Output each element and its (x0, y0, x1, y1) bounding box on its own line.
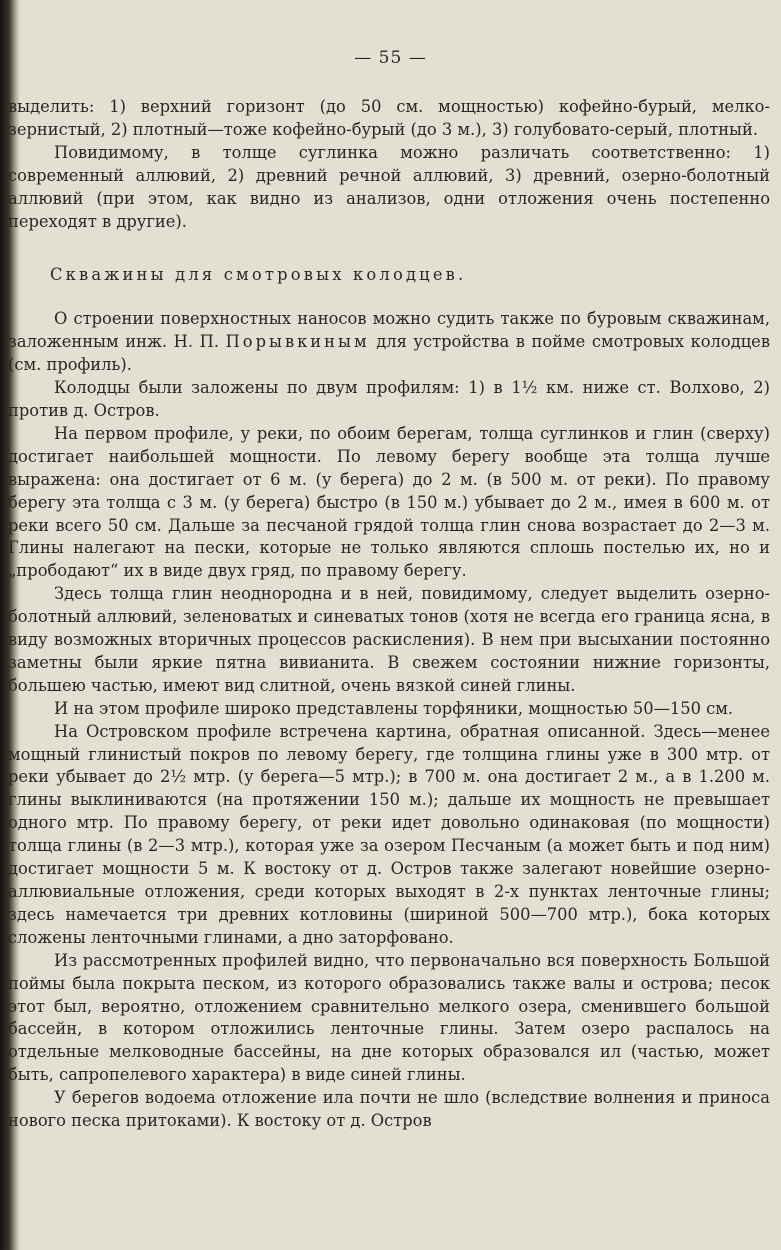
body-text (8, 96, 770, 1133)
paragraph-10: У берегов водоема отложение ила почти не шло (вследствие волнения и приноса нового песка притоками). К востоку от д. Остров (8, 1088, 770, 1131)
paragraph-2: Повидимому, в толще суглинка можно различать соответственно: 1) современный аллювий, 2) древний речной аллювий, 3) древний, озерно-болотный аллювий (при этом, как видно из анализов, одни отложения очень постепенно переходят в другие). (8, 142, 770, 231)
paragraph-5: На первом профиле, у реки, по обоим берегам, толща суглинков и глин (сверху) достигает наибольшей мощности. По левому берегу вообще эта толща лучше выражена: она достигает от 6 м. (у берега) до 2 м. (в 500 м. от реки). По правому берегу эта толща с 3 м. (у берега) быстро (в 150 м.) убывает до 2 м., имея в 600 м. от реки всего 50 см. Дальше за песчаной грядой толща глин снова возрастает до 2—3 м. Глины налегают на пески, которые не только являются сплошь постелью их, но и „прободают“ их в виде двух гряд, по правому берегу. (8, 423, 770, 581)
author-name: Порывкиным (225, 332, 370, 352)
book-page (8, 0, 773, 1250)
paragraph-4: Колодцы были заложены по двум профилям: 1) в 1½ км. ниже ст. Волхово, 2) против д. Остров. (8, 378, 770, 420)
section-heading: Скважины для смотровых колодцев. (50, 265, 467, 285)
paragraph-3-before: О строении поверхностных наносов можно судить также по буровым скважинам, заложенным инж. Н. П. (8, 309, 770, 352)
paragraph-1: выделить: 1) верхний горизонт (до 50 см. мощностью) кофейно-бурый, мелко-зернистый, 2) плотный—тоже кофейно-бурый (до 3 м.), 3) голубовато-серый, плотный. (8, 97, 770, 139)
page-number: — 55 — (354, 48, 427, 68)
paragraph-6: Здесь толща глин неоднородна и в ней, повидимому, следует выделить озерно-болотный аллювий, зеленоватых и синеватых тонов (хотя не всегда его граница ясна, в виду возможных вторичных процессов раскисления). В нем при высыхании постоянно заметны были яркие пятна вивианита. В свежем состоянии нижние горизонты, большею частью, имеют вид слитной, очень вязкой синей глины. (8, 584, 770, 695)
paragraph-3 (8, 308, 770, 377)
paragraph-3-after: для устройства в пойме смотровых колодцев (см. профиль). (8, 332, 770, 375)
paragraph-8: На Островском профиле встречена картина, обратная описанной. Здесь—менее мощный глинистый покров по левому берегу, где толщина глины уже в 300 мтр. от реки убывает до 2½ мтр. (у берега—5 мтр.); в 700 м. она достигает 2 м., а в 1.200 м. глины выклиниваются (на протяжении 150 м.); дальше их мощность не превышает одного мтр. По правому берегу, от реки идет довольно одинаковая (по мощности) толща глины (в 2—3 мтр.), которая уже за озером Песчаным (а может быть и под ним) достигает мощности 5 м. К востоку от д. Остров также залегают новейшие озерно-аллювиальные отложения, среди которых выходят в 2-х пунктах ленточные глины; здесь намечается три древних котловины (шириной 500—700 мтр.), бока которых сложены ленточными глинами, а дно заторфовано. (8, 721, 770, 947)
paragraph-7: И на этом профиле широко представлены торфяники, мощностью 50—150 см. (54, 698, 734, 718)
paragraph-9: Из рассмотренных профилей видно, что первоначально вся поверхность Большой поймы была покрыта песком, из которого образовались также валы и острова; песок этот был, вероятно, отложением сравнительно мелкого озера, сменившего большой бассейн, в котором отложились ленточные глины. Затем озеро распалось на отдельные мелководные бассейны, на дне которых образовался ил (частью, может быть, сапропелевого характера) в виде синей глины. (8, 950, 770, 1085)
